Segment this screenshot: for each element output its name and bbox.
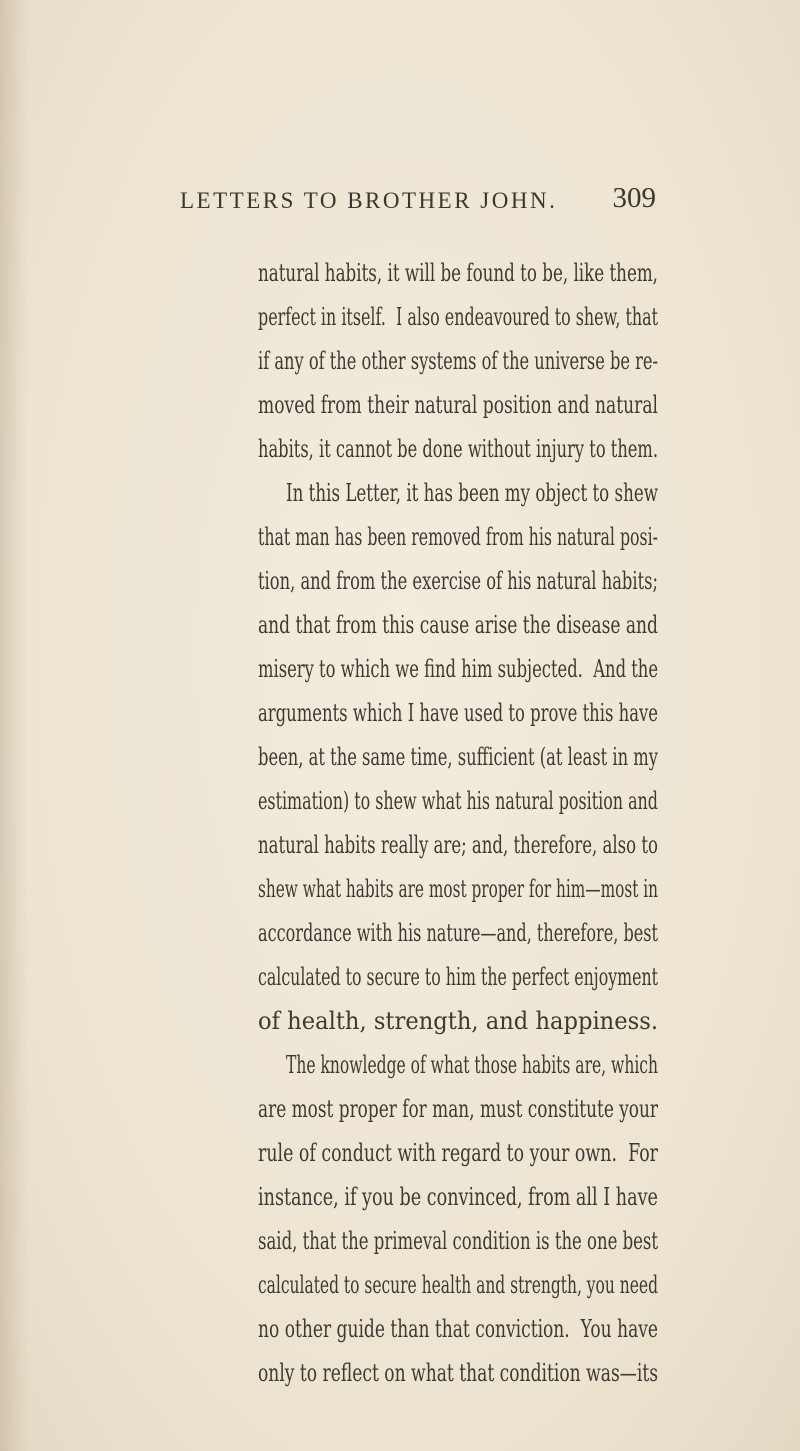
text-line: natural habits really are; and, therefore, also to xyxy=(258,831,658,859)
text-line: only to reflect on what that condition was—its xyxy=(258,1359,659,1387)
text-line: moved from their natural position and natural xyxy=(258,391,659,419)
text-line: and that from this cause arise the disease and xyxy=(258,611,658,639)
text-line: if any of the other systems of the universe be re- xyxy=(258,347,659,375)
text-line: of health, strength, and happiness. xyxy=(258,1007,659,1035)
text-line: calculated to secure health and strength, you need xyxy=(258,1271,659,1299)
text-line: The knowledge of what those habits are, which xyxy=(286,1051,658,1079)
text-line: that man has been removed from his natural posi- xyxy=(258,523,658,551)
text-line: misery to which we find him subjected. And the xyxy=(258,655,659,683)
text-line: calculated to secure to him the perfect enjoyment xyxy=(258,963,658,991)
text-line: tion, and from the exercise of his natural habits; xyxy=(258,567,658,595)
text-line: instance, if you be convinced, from all I have xyxy=(258,1183,658,1211)
text-line: shew what habits are most proper for him—most in xyxy=(258,875,658,903)
text-line: In this Letter, it has been my object to shew xyxy=(286,479,659,507)
running-title: LETTERS TO BROTHER JOHN. xyxy=(180,188,558,213)
text-line: are most proper for man, must constitute your xyxy=(258,1095,658,1123)
text-line: been, at the same time, sufficient (at least in my xyxy=(258,743,658,771)
text-line: no other guide than that conviction. You have xyxy=(258,1315,659,1343)
text-line: natural habits, it will be found to be, like them, xyxy=(258,259,658,287)
text-line: said, that the primeval condition is the one best xyxy=(258,1227,659,1255)
page-number: 309 xyxy=(612,182,656,214)
text-line: arguments which I have used to prove this have xyxy=(258,699,658,727)
text-line: rule of conduct with regard to your own. For xyxy=(258,1139,658,1167)
text-line: habits, it cannot be done without injury to them. xyxy=(258,435,659,463)
text-line: perfect in itself. I also endeavoured to shew, that xyxy=(258,303,659,331)
page-gutter-shadow xyxy=(0,0,28,1451)
page-header xyxy=(180,182,656,222)
text-line: accordance with his nature—and, therefore, best xyxy=(258,919,658,947)
text-line: estimation) to shew what his natural position and xyxy=(258,787,658,815)
